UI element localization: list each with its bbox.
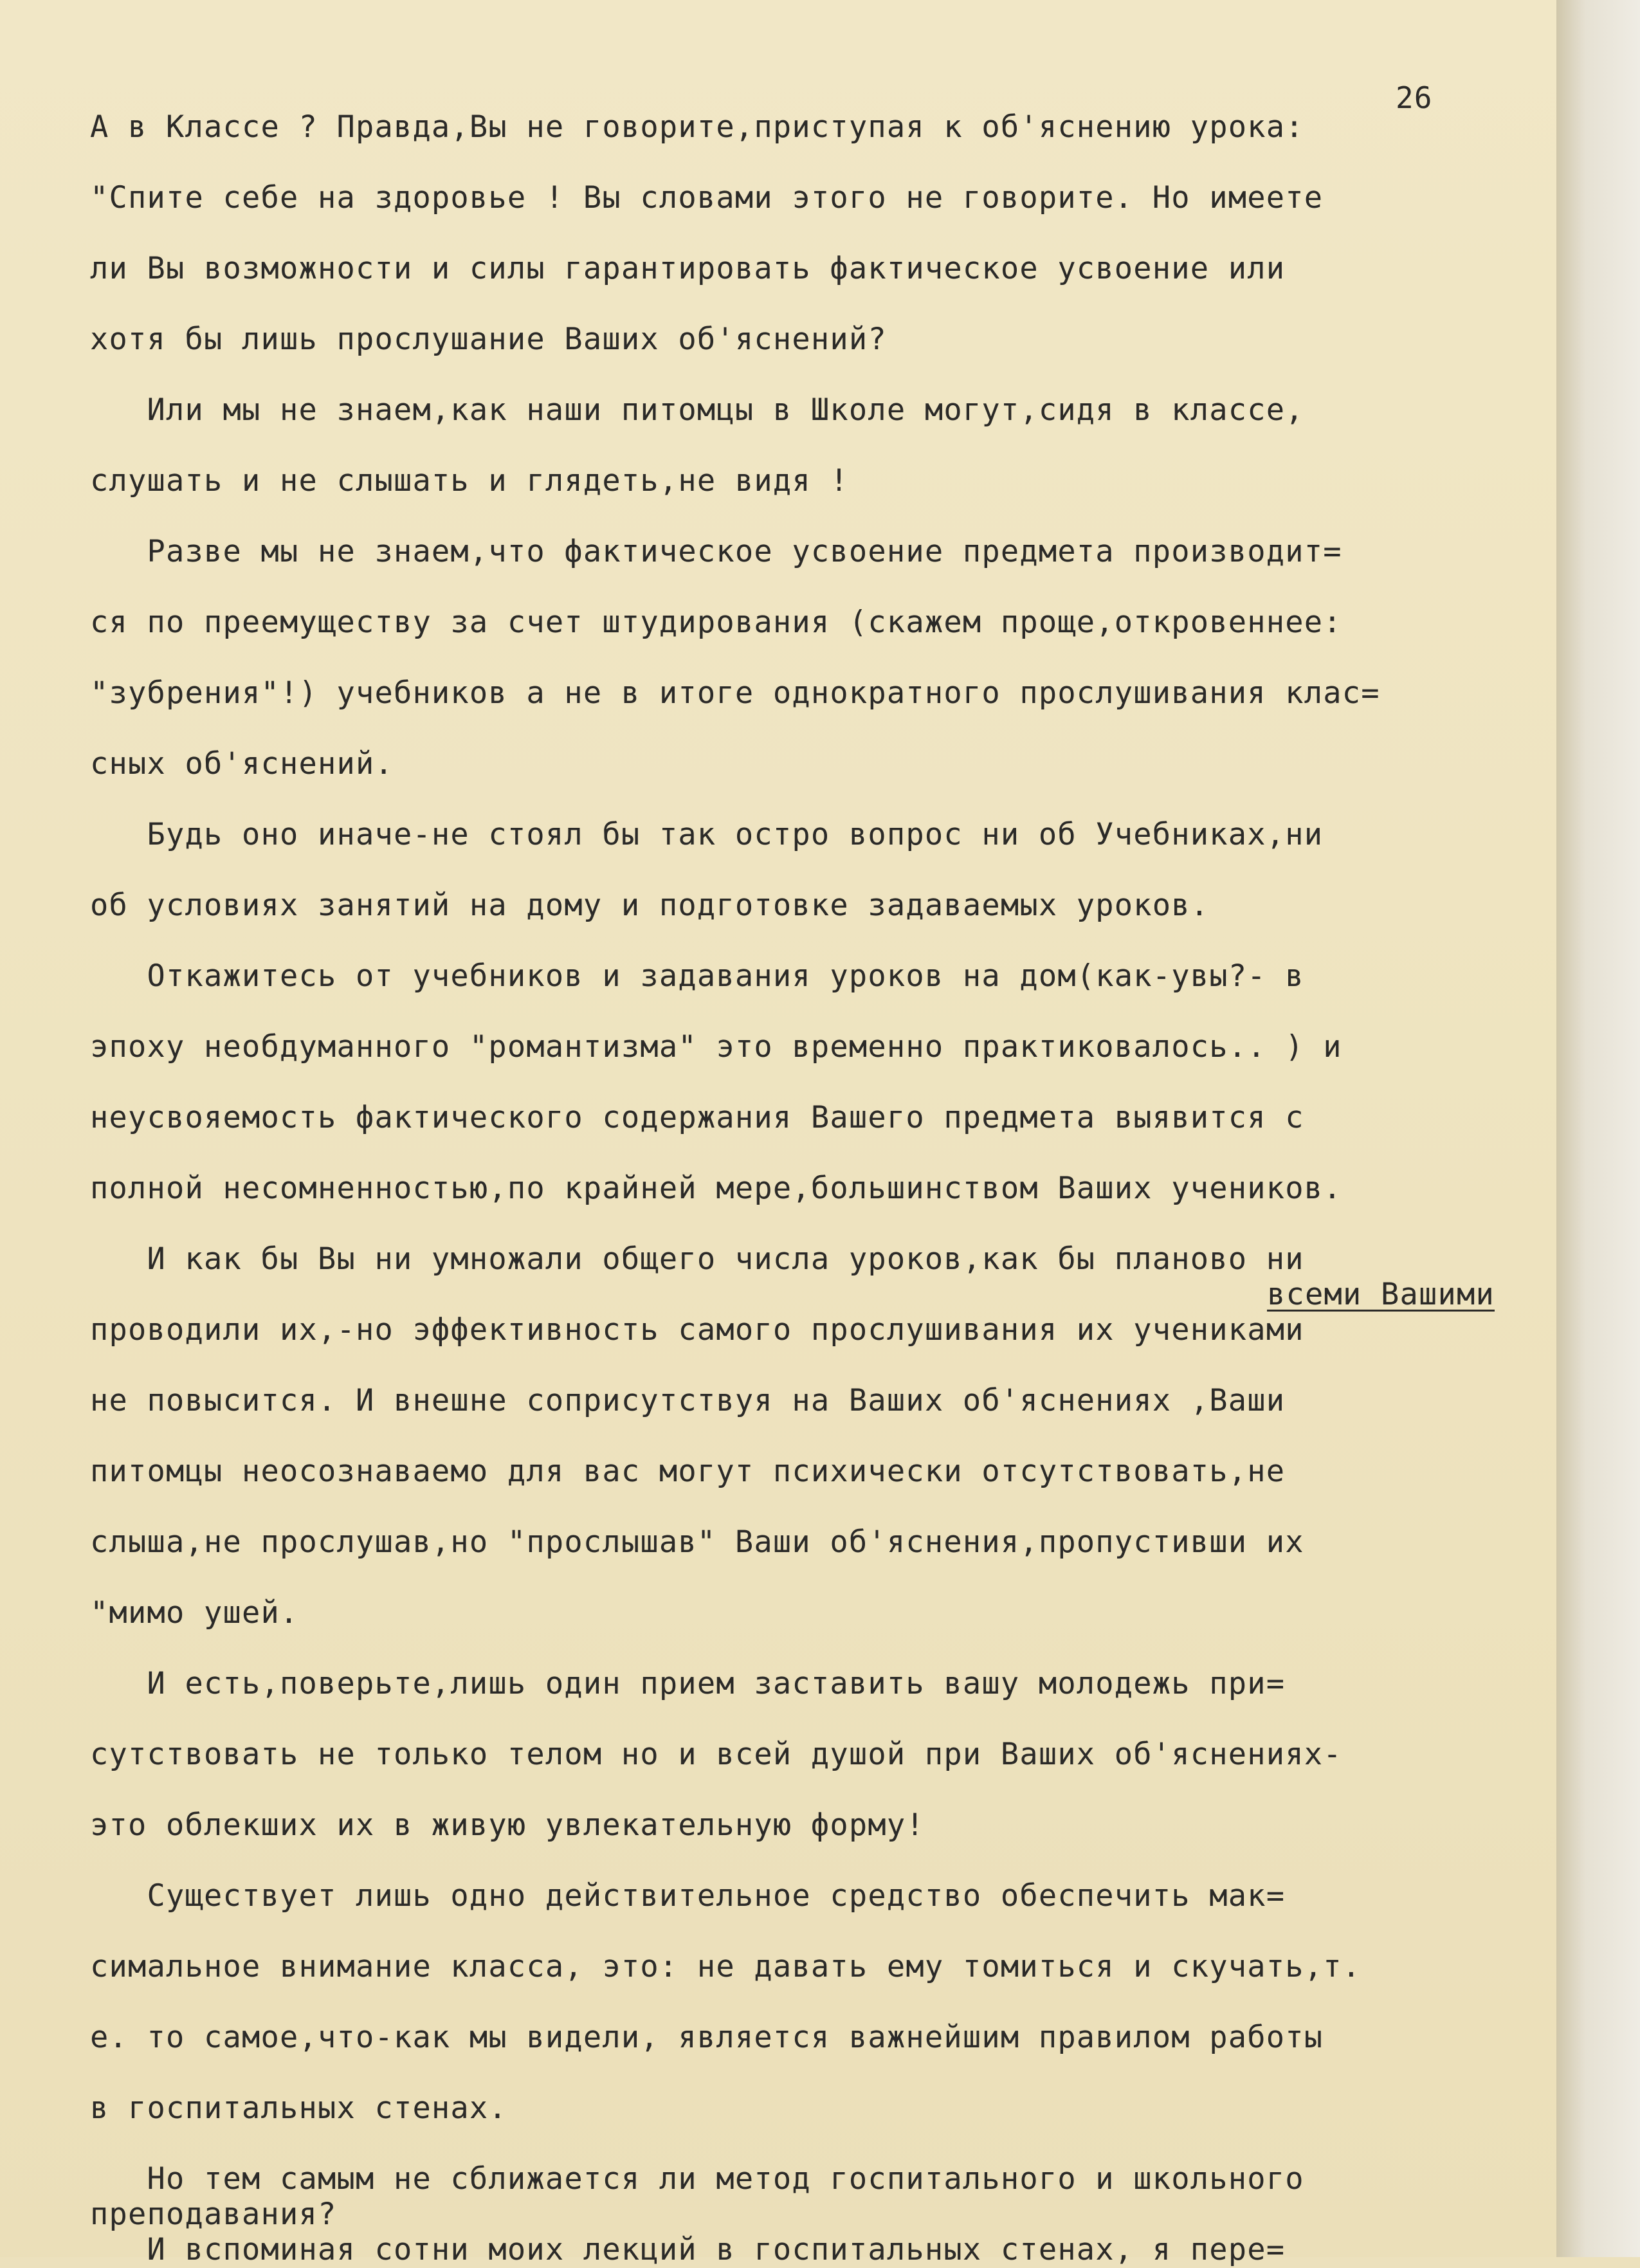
text-line: сутствовать не только телом но и всей душой при Ваших об'яснениях- bbox=[90, 1737, 1342, 1772]
text-line: это облекших их в живую увлекательную форму! bbox=[90, 1807, 925, 1843]
text-line: Или мы не знаем,как наши питомцы в Школе могут,сидя в классе, bbox=[90, 392, 1304, 428]
text-line: "зубрения"!) учебников а не в итоге однократного прослушивания клас= bbox=[90, 675, 1380, 711]
text-line: Но тем самым не сближается ли метод госпитального и школьного bbox=[90, 2161, 1304, 2197]
text-line: симальное внимание класса, это: не давать ему томиться и скучать,т. bbox=[90, 1949, 1362, 1984]
text-line: И есть,поверьте,лишь один прием заставить вашу молодежь при= bbox=[90, 1666, 1286, 1701]
text-line: не повысится. И внешне соприсутствуя на Ваших об'яснениях ,Ваши bbox=[90, 1383, 1286, 1418]
underlined-phrase bbox=[852, 1454, 1307, 1489]
text-line: сных об'яснений. bbox=[90, 746, 394, 782]
underline-mark bbox=[852, 1454, 1307, 1489]
text-line: А в Классе ? Правда,Вы не говорите,приступая к об'яснению урока: bbox=[90, 109, 1304, 145]
text-line: преподавания? bbox=[90, 2197, 337, 2232]
text-line: Разве мы не знаем,что фактическое усвоение предмета производит= bbox=[90, 534, 1342, 569]
text-line: хотя бы лишь прослушание Ваших об'яснений? bbox=[90, 322, 887, 357]
text-line: Откажитесь от учебников и задавания уроков на дом(как-увы?- в bbox=[90, 958, 1304, 994]
insertion-text: всеми Вашими bbox=[1267, 1277, 1495, 1312]
text-line: питомцы неосознаваемо для вас могут психически отсутствовать,не bbox=[90, 1454, 1286, 1489]
text-line: об условиях занятий на дому и подготовке задаваемых уроков. bbox=[90, 888, 1210, 923]
text-line: Будь оно иначе-не стоял бы так остро вопрос ни об Учебниках,ни bbox=[90, 817, 1324, 852]
page-edge-strip bbox=[1556, 0, 1640, 2257]
text-line: полной несомненностью,по крайней мере,большинством Ваших учеников. bbox=[90, 1171, 1342, 1206]
text-line: слушать и не слышать и глядеть,не видя ! bbox=[90, 463, 849, 498]
text-line: "мимо ушей. bbox=[90, 1595, 299, 1631]
interlinear-insertion bbox=[1267, 1277, 1495, 1312]
text-line: И как бы Вы ни умножали общего числа уроков,как бы планово ни bbox=[90, 1241, 1304, 1277]
text-line: слыша,не прослушав,но "прослышав" Ваши об'яснения,пропустивши их bbox=[90, 1524, 1304, 1560]
text-line: И вспоминая сотни моих лекций в госпитальных стенах, я пере= bbox=[90, 2232, 1286, 2267]
page-number: 26 bbox=[1396, 80, 1433, 115]
text-line: ли Вы возможности и силы гарантировать фактическое усвоение или bbox=[90, 251, 1286, 286]
text-line: эпоху необдуманного "романтизма" это временно практиковалось.. ) и bbox=[90, 1029, 1342, 1065]
text-line: "Спите себе на здоровье ! Вы словами этого не говорите. Но имеете bbox=[90, 180, 1324, 215]
text-line: проводили их,-но эффективность самого прослушивания их учениками bbox=[90, 1312, 1304, 1348]
text-line: неусвояемость фактического содержания Вашего предмета выявится с bbox=[90, 1100, 1304, 1135]
text-line: ся по преемуществу за счет штудирования (скажем проще,откровеннее: bbox=[90, 605, 1342, 640]
text-line: Существует лишь одно действительное средство обеспечить мак= bbox=[90, 1878, 1286, 1914]
text-line: в госпитальных стенах. bbox=[90, 2090, 507, 2126]
text-line: е. то самое,что-как мы видели, является важнейшим правилом работы bbox=[90, 2020, 1324, 2055]
